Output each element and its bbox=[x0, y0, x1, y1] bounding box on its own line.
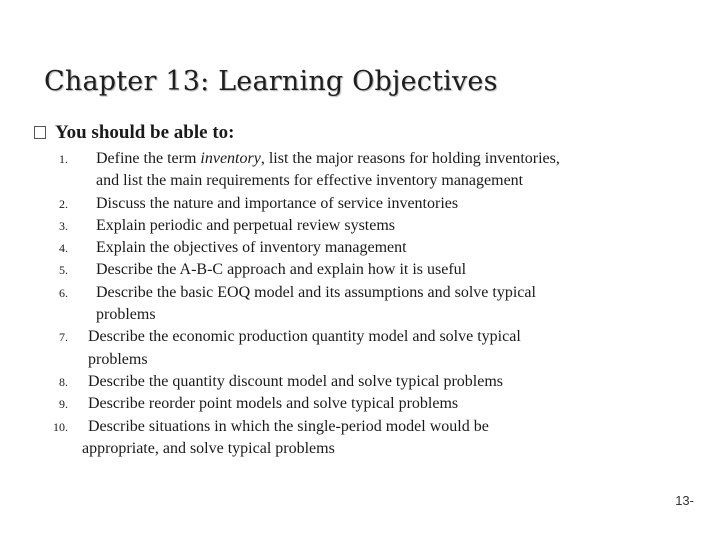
objective-number: 5. bbox=[59, 263, 68, 278]
objective-number: 7. bbox=[59, 330, 68, 345]
objective-text: Discuss the nature and importance of service inventories bbox=[96, 194, 459, 212]
objective-item-6 bbox=[30, 282, 690, 327]
objective-item-8 bbox=[30, 371, 690, 393]
objective-text bbox=[96, 150, 560, 167]
objective-item-9 bbox=[30, 393, 690, 415]
objective-number: 4. bbox=[59, 241, 68, 256]
objective-number: 2. bbox=[59, 196, 68, 211]
objective-number: 8. bbox=[59, 374, 68, 389]
objective-text-end: , list the major reasons for holding inventories, bbox=[260, 150, 560, 167]
objective-number: 3. bbox=[59, 218, 68, 233]
intro-text: You should be able to: bbox=[55, 122, 235, 143]
objective-continuation: and list the main requirements for effective inventory management bbox=[96, 172, 524, 190]
objective-item-5 bbox=[30, 259, 690, 281]
objective-text: Describe the quantity discount model and solve typical problems bbox=[88, 372, 504, 390]
page-number: 13- bbox=[675, 493, 694, 508]
objective-item-3 bbox=[30, 215, 690, 237]
objective-emphasis: inventory bbox=[200, 150, 261, 167]
objective-item-4 bbox=[30, 237, 690, 259]
objective-text-start: Define the term bbox=[96, 150, 201, 167]
objective-text: Describe reorder point models and solve typical problems bbox=[88, 395, 459, 413]
learning-objectives-list bbox=[30, 148, 690, 460]
objective-item-10 bbox=[30, 416, 690, 461]
objective-continuation: problems bbox=[96, 306, 156, 324]
objective-item-7 bbox=[30, 326, 690, 371]
slide-title: Chapter 13: Learning Objectives bbox=[44, 66, 498, 97]
objective-number: 6. bbox=[59, 285, 68, 300]
objective-number: 9. bbox=[59, 397, 68, 412]
objective-continuation: appropriate, and solve typical problems bbox=[82, 439, 335, 457]
objective-text: Describe the basic EOQ model and its assumptions and solve typical bbox=[96, 283, 536, 301]
objective-number: 10. bbox=[53, 419, 68, 434]
objective-text: Describe situations in which the single-period model would be bbox=[88, 417, 489, 435]
square-bullet-icon bbox=[34, 126, 46, 139]
objective-number: 1. bbox=[59, 152, 68, 166]
objective-text: Explain the objectives of inventory management bbox=[96, 239, 407, 257]
intro-bullet bbox=[34, 122, 235, 144]
objective-continuation: problems bbox=[88, 350, 148, 368]
objective-text: Describe the A-B-C approach and explain how it is useful bbox=[96, 261, 467, 279]
objective-text: Describe the economic production quantity model and solve typical bbox=[88, 328, 521, 346]
objective-item-2 bbox=[30, 193, 690, 215]
objective-item-1 bbox=[30, 148, 690, 193]
objective-text: Explain periodic and perpetual review systems bbox=[96, 216, 396, 234]
